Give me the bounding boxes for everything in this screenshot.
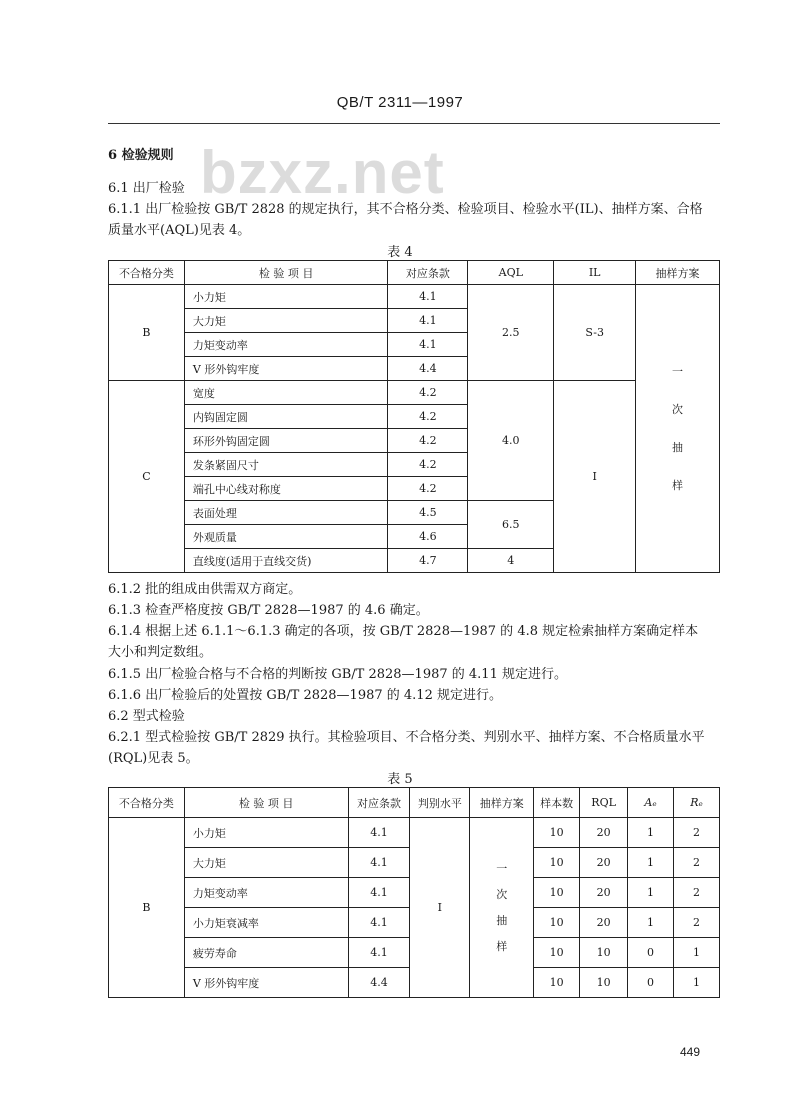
clause-6-1-6: 6.1.6 出厂检验后的处置按 GB/T 2828—1987 的 4.12 规定进行。 <box>108 688 502 703</box>
clause-cell: 4.2 <box>388 453 468 477</box>
table-5-header-cell: Rₑ <box>674 788 720 818</box>
table-row <box>109 285 720 309</box>
table-5-caption: 表 5 <box>387 772 413 787</box>
clause-6-2-1-line1: 6.2.1 型式检验按 GB/T 2829 执行。其检验项目、不合格分类、判别水平、抽样方案、不合格质量水平 <box>108 730 705 745</box>
inspection-item: 外观质量 <box>184 525 388 549</box>
scheme-char: 一 <box>672 364 684 378</box>
table-4-header-cell: IL <box>554 261 636 285</box>
scheme-char: 次 <box>672 402 684 416</box>
re-cell: 2 <box>674 818 720 848</box>
clause-6-1-5: 6.1.5 出厂检验合格与不合格的判断按 GB/T 2828—1987 的 4.11 规定进行。 <box>108 667 567 682</box>
ac-cell: 1 <box>628 908 674 938</box>
inspection-item: 疲劳寿命 <box>184 938 348 968</box>
table-5-header-row <box>109 788 720 818</box>
inspection-item: 直线度(适用于直线交货) <box>184 549 388 573</box>
inspection-item: 力矩变动率 <box>184 333 388 357</box>
clause-6-1-2: 6.1.2 批的组成由供需双方商定。 <box>108 582 302 597</box>
clause-cell: 4.5 <box>388 501 468 525</box>
re-cell: 1 <box>674 968 720 998</box>
clause-cell: 4.4 <box>348 968 410 998</box>
clause-cell: 4.7 <box>388 549 468 573</box>
sampling-scheme-cell <box>470 818 534 998</box>
il-cell: S-3 <box>554 285 636 381</box>
rql-cell: 10 <box>580 968 628 998</box>
inspection-item: 小力矩 <box>184 818 348 848</box>
clause-cell: 4.1 <box>348 848 410 878</box>
rql-cell: 20 <box>580 848 628 878</box>
discrimination-level-cell: I <box>410 818 470 998</box>
table-5-header-cell: 抽样方案 <box>470 788 534 818</box>
table-row <box>109 818 720 848</box>
re-cell: 2 <box>674 908 720 938</box>
aql-cell: 4 <box>468 549 554 573</box>
table-4-header-cell: 抽样方案 <box>636 261 720 285</box>
sample-size-cell: 10 <box>534 908 580 938</box>
rql-cell: 20 <box>580 878 628 908</box>
re-cell: 2 <box>674 878 720 908</box>
table-5-header-cell: 对应条款 <box>348 788 410 818</box>
clause-cell: 4.1 <box>388 285 468 309</box>
il-cell: I <box>554 381 636 573</box>
ac-cell: 0 <box>628 938 674 968</box>
sample-size-cell: 10 <box>534 938 580 968</box>
table-4-header-cell: AQL <box>468 261 554 285</box>
sampling-scheme-cell <box>636 285 720 573</box>
clause-6-1-3: 6.1.3 检查严格度按 GB/T 2828—1987 的 4.6 确定。 <box>108 603 429 618</box>
clause-cell: 4.1 <box>348 938 410 968</box>
watermark-logo: bzxz.net <box>200 139 445 206</box>
clause-6-1-1-line1: 6.1.1 出厂检验按 GB/T 2828 的规定执行，其不合格分类、检验项目、检验水平(IL)、抽样方案、合格 <box>108 202 703 217</box>
class-b-cell: B <box>109 818 185 998</box>
clause-cell: 4.1 <box>348 908 410 938</box>
inspection-item: 力矩变动率 <box>184 878 348 908</box>
section-6-title: 6 检验规则 <box>108 148 174 163</box>
aql-cell: 6.5 <box>468 501 554 549</box>
inspection-item: 内钩固定圆 <box>184 405 388 429</box>
section-6-2-title: 6.2 型式检验 <box>108 709 185 724</box>
table-4-header-cell: 不合格分类 <box>109 261 185 285</box>
inspection-item: 小力矩 <box>184 285 388 309</box>
table-4 <box>108 260 720 573</box>
clause-cell: 4.4 <box>388 357 468 381</box>
aql-cell: 4.0 <box>468 381 554 501</box>
clause-cell: 4.1 <box>388 333 468 357</box>
section-6-1-title: 6.1 出厂检验 <box>108 181 185 196</box>
table-4-caption: 表 4 <box>387 245 413 260</box>
class-b-cell: B <box>109 285 185 381</box>
table-row <box>109 381 720 405</box>
inspection-item: V 形外钩牢度 <box>184 357 388 381</box>
clause-cell: 4.2 <box>388 405 468 429</box>
re-cell: 1 <box>674 938 720 968</box>
table-5-header-cell: 判别水平 <box>410 788 470 818</box>
aql-cell: 2.5 <box>468 285 554 381</box>
rql-cell: 20 <box>580 908 628 938</box>
table-5-header-cell: 检 验 项 目 <box>184 788 348 818</box>
scheme-char: 一 <box>496 861 508 875</box>
ac-cell: 1 <box>628 818 674 848</box>
page-number: 449 <box>679 1045 700 1059</box>
inspection-item: 大力矩 <box>184 848 348 878</box>
scheme-char: 次 <box>496 887 508 901</box>
class-c-cell: C <box>109 381 185 573</box>
inspection-item: 小力矩衰减率 <box>184 908 348 938</box>
table-5-header-cell: RQL <box>580 788 628 818</box>
table-5-header-cell: 样本数 <box>534 788 580 818</box>
clause-cell: 4.6 <box>388 525 468 549</box>
table-4-header-cell: 对应条款 <box>388 261 468 285</box>
rql-cell: 20 <box>580 818 628 848</box>
table-4-header-cell: 检 验 项 目 <box>184 261 388 285</box>
clause-cell: 4.2 <box>388 381 468 405</box>
table-5-header-cell: Aₑ <box>628 788 674 818</box>
clause-6-1-4-line1: 6.1.4 根据上述 6.1.1～6.1.3 确定的各项，按 GB/T 2828—1987 的 4.8 规定检索抽样方案确定样本 <box>108 624 699 639</box>
clause-cell: 4.2 <box>388 429 468 453</box>
ac-cell: 1 <box>628 878 674 908</box>
scheme-char: 抽 <box>672 440 684 454</box>
scheme-char: 样 <box>496 939 508 953</box>
ac-cell: 1 <box>628 848 674 878</box>
table-4-header-row <box>109 261 720 285</box>
clause-6-2-1-line2: (RQL)见表 5。 <box>108 751 199 766</box>
inspection-item: 发条紧固尺寸 <box>184 453 388 477</box>
table-5-header-cell: 不合格分类 <box>109 788 185 818</box>
inspection-item: 表面处理 <box>184 501 388 525</box>
clause-6-1-4-line2: 大小和判定数组。 <box>108 645 213 660</box>
scheme-char: 样 <box>672 478 684 492</box>
header-rule <box>108 123 720 124</box>
table-5 <box>108 787 720 998</box>
re-cell: 2 <box>674 848 720 878</box>
rql-cell: 10 <box>580 938 628 968</box>
inspection-item: 端孔中心线对称度 <box>184 477 388 501</box>
inspection-item: V 形外钩牢度 <box>184 968 348 998</box>
sample-size-cell: 10 <box>534 968 580 998</box>
sample-size-cell: 10 <box>534 818 580 848</box>
ac-cell: 0 <box>628 968 674 998</box>
clause-cell: 4.1 <box>348 818 410 848</box>
document-header: QB/T 2311—1997 <box>336 94 464 111</box>
inspection-item: 大力矩 <box>184 309 388 333</box>
clause-6-1-1-line2: 质量水平(AQL)见表 4。 <box>108 223 251 238</box>
sample-size-cell: 10 <box>534 878 580 908</box>
clause-cell: 4.1 <box>388 309 468 333</box>
clause-cell: 4.1 <box>348 878 410 908</box>
scheme-char: 抽 <box>496 913 508 927</box>
sample-size-cell: 10 <box>534 848 580 878</box>
inspection-item: 环形外钩固定圆 <box>184 429 388 453</box>
clause-cell: 4.2 <box>388 477 468 501</box>
inspection-item: 宽度 <box>184 381 388 405</box>
